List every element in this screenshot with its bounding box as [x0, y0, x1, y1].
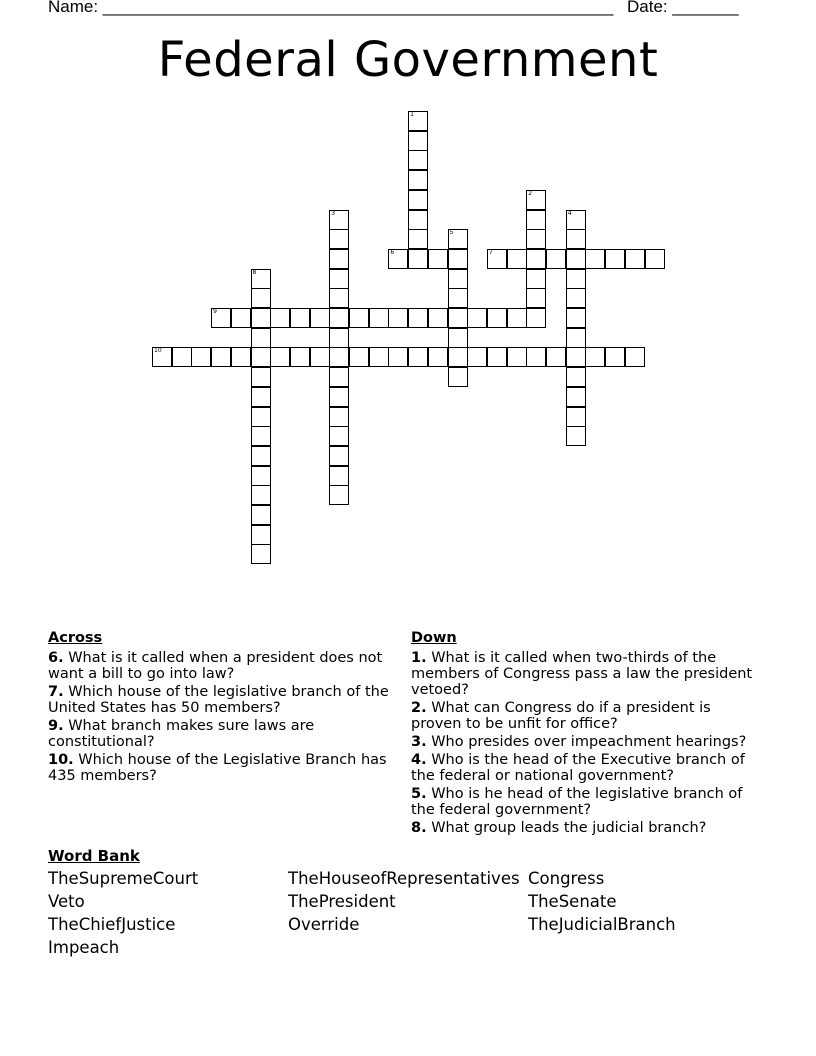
across-heading: Across — [48, 630, 103, 646]
name-field[interactable]: Name: ______________________________________________________ — [48, 0, 614, 16]
crossword-cell[interactable] — [172, 347, 192, 367]
word-bank-item: TheJudicialBranch — [528, 915, 676, 934]
crossword-cell[interactable] — [507, 308, 527, 328]
word-bank-item: ThePresident — [288, 892, 396, 911]
clue-text: Which house of the legislative branch of the United States has 50 members? — [48, 684, 389, 716]
crossword-cell[interactable] — [585, 249, 605, 269]
crossword-cell[interactable] — [408, 229, 428, 249]
word-bank-item: Override — [288, 915, 360, 934]
crossword-cell[interactable] — [585, 347, 605, 367]
word-bank-list — [48, 869, 768, 969]
crossword-cell[interactable] — [566, 229, 586, 249]
crossword-cell[interactable] — [251, 328, 271, 348]
crossword-cell[interactable] — [566, 367, 586, 387]
crossword-cell[interactable] — [428, 249, 448, 269]
crossword-cell[interactable] — [566, 328, 586, 348]
crossword-cell[interactable] — [566, 426, 586, 446]
crossword-cell[interactable] — [388, 308, 408, 328]
crossword-cell[interactable] — [605, 249, 625, 269]
clue-text: What is it called when a president does not want a bill to go into law? — [48, 650, 383, 682]
crossword-cell[interactable] — [329, 485, 349, 505]
crossword-cell[interactable] — [270, 308, 290, 328]
crossword-cell[interactable] — [526, 288, 546, 308]
crossword-cell[interactable] — [526, 210, 546, 230]
clue-number: 3. — [411, 734, 427, 750]
crossword-cell[interactable] — [467, 308, 487, 328]
crossword-cell[interactable] — [645, 249, 665, 269]
clue-down-3 — [411, 734, 761, 750]
crossword-cell[interactable] — [191, 347, 211, 367]
crossword-cell[interactable] — [546, 249, 566, 269]
crossword-cell[interactable] — [507, 249, 527, 269]
crossword-cell[interactable] — [408, 111, 428, 131]
crossword-cell[interactable] — [251, 426, 271, 446]
clue-number-label: 4 — [567, 209, 572, 217]
crossword-cell[interactable] — [566, 308, 586, 328]
clue-text: Who is the head of the Executive branch of the federal or national government? — [411, 752, 745, 784]
word-bank-item: Congress — [528, 869, 605, 888]
crossword-cell[interactable] — [329, 328, 349, 348]
clue-text: Who presides over impeachment hearings? — [431, 734, 747, 750]
crossword-cell[interactable] — [152, 347, 172, 367]
word-bank-item: TheSupremeCourt — [48, 869, 199, 888]
clue-text: What can Congress do if a president is proven to be unfit for office? — [411, 700, 711, 732]
crossword-cell[interactable] — [211, 347, 231, 367]
crossword-cell[interactable] — [487, 308, 507, 328]
crossword-cell[interactable] — [408, 170, 428, 190]
crossword-cell[interactable] — [369, 308, 389, 328]
crossword-cell[interactable] — [546, 347, 566, 367]
crossword-cell[interactable] — [448, 308, 468, 328]
crossword-cell[interactable] — [487, 249, 507, 269]
crossword-cell[interactable] — [329, 446, 349, 466]
crossword-cell[interactable] — [526, 269, 546, 289]
crossword-cell[interactable] — [408, 308, 428, 328]
crossword-cell[interactable] — [428, 308, 448, 328]
crossword-cell[interactable] — [388, 249, 408, 269]
crossword-cell[interactable] — [231, 308, 251, 328]
clue-number: 2. — [411, 700, 427, 716]
crossword-cell[interactable] — [349, 347, 369, 367]
crossword-cell[interactable] — [329, 269, 349, 289]
crossword-cell[interactable] — [251, 347, 271, 367]
crossword-cell[interactable] — [487, 347, 507, 367]
crossword-cell[interactable] — [388, 347, 408, 367]
crossword-cell[interactable] — [566, 269, 586, 289]
crossword-cell[interactable] — [625, 347, 645, 367]
clue-across-6 — [48, 650, 393, 682]
crossword-cell[interactable] — [251, 505, 271, 525]
clue-number: 4. — [411, 752, 427, 768]
clue-number: 5. — [411, 786, 427, 802]
crossword-cell[interactable] — [251, 308, 271, 328]
clue-number-label: 8 — [252, 268, 257, 276]
crossword-cell[interactable] — [408, 347, 428, 367]
down-heading: Down — [411, 630, 457, 646]
crossword-cell[interactable] — [566, 288, 586, 308]
crossword-cell[interactable] — [329, 210, 349, 230]
word-bank-item: Impeach — [48, 938, 120, 957]
crossword-cell[interactable] — [448, 347, 468, 367]
word-bank-heading: Word Bank — [48, 847, 140, 865]
word-bank-item: Veto — [48, 892, 85, 911]
clue-across-10 — [48, 752, 393, 784]
crossword-cell[interactable] — [251, 288, 271, 308]
crossword-cell[interactable] — [251, 466, 271, 486]
crossword-cell[interactable] — [526, 347, 546, 367]
crossword-cell[interactable] — [526, 190, 546, 210]
clue-number: 9. — [48, 718, 64, 734]
word-bank-item: TheSenate — [528, 892, 617, 911]
page-title: Federal Government — [157, 32, 659, 88]
crossword-cell[interactable] — [310, 347, 330, 367]
clue-number-label: 6 — [390, 248, 395, 256]
crossword-cell[interactable] — [566, 407, 586, 427]
crossword-cell[interactable] — [448, 367, 468, 387]
clue-down-8 — [411, 820, 761, 836]
crossword-cell[interactable] — [329, 407, 349, 427]
word-bank-item: TheChiefJustice — [48, 915, 176, 934]
crossword-cell[interactable] — [448, 229, 468, 249]
crossword-cell[interactable] — [526, 308, 546, 328]
clue-text: What group leads the judicial branch? — [431, 820, 707, 836]
clue-across-9 — [48, 718, 393, 750]
crossword-cell[interactable] — [231, 347, 251, 367]
crossword-cell[interactable] — [448, 328, 468, 348]
clue-number: 10. — [48, 752, 74, 768]
crossword-cell[interactable] — [428, 347, 448, 367]
clue-text: Who is he head of the legislative branch of the federal government? — [411, 786, 743, 818]
crossword-cell[interactable] — [408, 210, 428, 230]
clue-number: 7. — [48, 684, 64, 700]
crossword-cell[interactable] — [251, 446, 271, 466]
crossword-cell[interactable] — [329, 466, 349, 486]
crossword-cell[interactable] — [329, 367, 349, 387]
crossword-cell[interactable] — [329, 229, 349, 249]
crossword-cell[interactable] — [526, 249, 546, 269]
crossword-cell[interactable] — [625, 249, 645, 269]
clue-number-label: 9 — [213, 308, 217, 315]
crossword-cell[interactable] — [349, 308, 369, 328]
crossword-cell[interactable] — [566, 210, 586, 230]
crossword-cell[interactable] — [290, 308, 310, 328]
clue-down-1 — [411, 650, 761, 698]
crossword-cell[interactable] — [251, 387, 271, 407]
crossword-cell[interactable] — [507, 347, 527, 367]
across-clues — [48, 630, 393, 786]
crossword-cell[interactable] — [329, 249, 349, 269]
clue-text: What branch makes sure laws are constitutional? — [48, 718, 315, 750]
crossword-cell[interactable] — [211, 308, 231, 328]
crossword-cell[interactable] — [251, 269, 271, 289]
crossword-cell[interactable] — [270, 347, 290, 367]
clue-number-label: 1 — [410, 111, 414, 118]
clue-number-label: 10 — [154, 347, 162, 355]
clue-number-label: 7 — [488, 248, 493, 256]
crossword-cell[interactable] — [566, 249, 586, 269]
clue-text: Which house of the Legislative Branch has 435 members? — [48, 752, 387, 784]
crossword-cell[interactable] — [329, 288, 349, 308]
crossword-cell[interactable] — [408, 249, 428, 269]
clue-down-4 — [411, 752, 761, 784]
word-bank — [48, 847, 768, 969]
crossword-cell[interactable] — [290, 347, 310, 367]
date-field[interactable]: Date: _______ — [627, 0, 739, 16]
crossword-cell[interactable] — [329, 308, 349, 328]
clue-number: 8. — [411, 820, 427, 836]
crossword-cell[interactable] — [526, 229, 546, 249]
clue-text: What is it called when two-thirds of the members of Congress pass a law the president vetoed? — [411, 650, 753, 698]
crossword-cell[interactable] — [448, 269, 468, 289]
crossword-cell[interactable] — [251, 544, 271, 564]
crossword-cell[interactable] — [566, 387, 586, 407]
crossword-cell[interactable] — [408, 131, 428, 151]
crossword-cell[interactable] — [408, 150, 428, 170]
crossword-cell[interactable] — [251, 485, 271, 505]
clue-across-7 — [48, 684, 393, 716]
word-bank-item: TheHouseofRepresentatives — [288, 869, 520, 888]
crossword-cell[interactable] — [467, 347, 487, 367]
clue-down-2 — [411, 700, 761, 732]
crossword-cell[interactable] — [448, 288, 468, 308]
clue-number: 6. — [48, 650, 64, 666]
crossword-cell[interactable] — [369, 347, 389, 367]
crossword-cell[interactable] — [251, 367, 271, 387]
clue-number-label: 5 — [449, 229, 454, 237]
crossword-cell[interactable] — [566, 347, 586, 367]
crossword-cell[interactable] — [251, 525, 271, 545]
crossword-cell[interactable] — [329, 347, 349, 367]
down-clues — [411, 630, 761, 838]
crossword-cell[interactable] — [329, 387, 349, 407]
clue-number-label: 3 — [331, 209, 336, 217]
crossword-cell[interactable] — [310, 308, 330, 328]
crossword-cell[interactable] — [605, 347, 625, 367]
clue-number-label: 2 — [528, 189, 533, 197]
clue-number: 1. — [411, 650, 427, 666]
crossword-cell[interactable] — [408, 190, 428, 210]
crossword-cell[interactable] — [448, 249, 468, 269]
crossword-cell[interactable] — [329, 426, 349, 446]
crossword-cell[interactable] — [251, 407, 271, 427]
clue-down-5 — [411, 786, 761, 818]
